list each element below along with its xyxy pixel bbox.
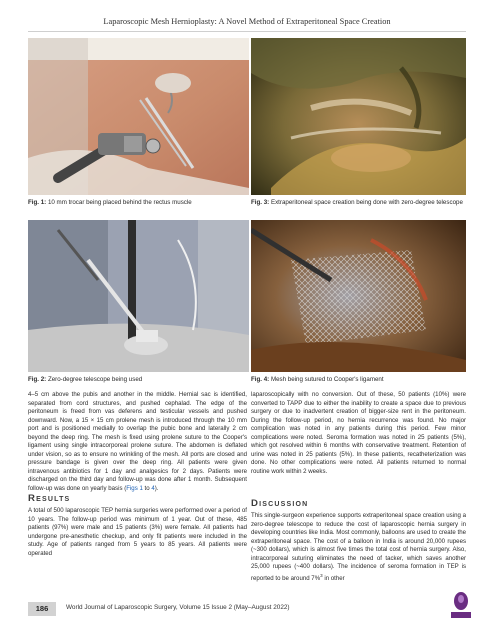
figure-3-label: Fig. 3: xyxy=(251,199,270,206)
figure-3-image xyxy=(251,38,466,195)
publisher-logo xyxy=(450,590,472,620)
figure-2-image xyxy=(28,220,249,372)
results-heading: Results xyxy=(28,493,71,504)
figure-4-caption-text: Mesh being sutured to Cooper's ligament xyxy=(270,376,384,383)
figure-3-caption xyxy=(251,199,466,207)
figure-1-image xyxy=(28,38,249,195)
body-text: ). xyxy=(154,485,159,493)
page-number: 186 xyxy=(28,602,56,616)
body-text: 4–5 cm above the pubis and another in the middle. Hernial sac is identified, separated from cord structures, and pushed cephalad. The edge of the peritoneum is freed from vas deferens and testicular vessels and pushed downward. Now, a 15 × 15 cm prolene mesh is introduced through the 10 mm port and is positioned medially to overlap the pubic bone and laterally 2 cm beyond the deep ring. The mesh is fixed using prolene suture to the Cooper's ligament using single intracorporeal prolene suture. The abdomen is deflated under vision, so as to ensure no wrinkling of the mesh. All ports are closed and pressure bandage is given over the deep ring. All patients were given intravenous antibiotics for 1 day and analgesics for 2 days. Patients were discharged on the third day and follow-up was done after 1 month. Subsequent follow-up was done on yearly basis ( xyxy=(28,391,247,493)
discussion-heading: Discussion xyxy=(251,498,309,509)
figure-reference-link[interactable]: 4 xyxy=(151,485,155,493)
figure-4-label: Fig. 4: xyxy=(251,376,270,383)
body-text: in other xyxy=(322,574,345,582)
citation-superscript: 3 xyxy=(320,572,323,578)
figure-2-label: Fig. 2: xyxy=(28,376,47,383)
figure-1-caption xyxy=(28,199,250,207)
body-text: This single-surgeon experience supports extraperitoneal space creation using a zero-degree telescope to reduce the cost of laparoscopic hernia surgery in developing countries like India. Most commonly, balloons are used to create the extraperitoneal space. The cost of a balloon in India is around 20,000 rupees (~300 dollars), which is almost five times the total cost of hernia surgery. Also, intracorporeal suturing eliminates the need of tacker, which saves another 25,000 rupees (~400 dollars). The incidence of seroma formation in TEP is reported to be around 7% xyxy=(251,512,466,582)
figure-1-caption-text: 10 mm trocar being placed behind the rectus muscle xyxy=(47,199,192,206)
figure-4-image xyxy=(251,220,466,372)
results-paragraph: A total of 500 laparoscopic TEP hernia surgeries were performed over a period of 10 years. The follow-up period was minimum of 1 year. Out of these, 485 patients (97%) were male and 15 patients (3%) were female. All patients had undergone pre-anesthetic checkup, and only fit patients were included in the study. Age of patients ranged from 5 years to 85 years. All patients were operated xyxy=(28,507,247,557)
figure-2-caption-text: Zero-degree telescope being used xyxy=(47,376,143,383)
results-continued-paragraph: laparoscopically with no conversion. Out of these, 50 patients (10%) were converted to TAPP due to either the inability to create a space due to previous surgery or due to inadvertent creation of bigger-size rent in the peritoneum. During the follow-up period, no hernia recurrence was found. No major complication was noted in any patients during this period. Few minor complications were noted. Seroma formation was noted in 25 patients (5%), which got resolved within 6 months with conservative treatment. Retention of urine was noted in 25 patients (5%). In these patients, recatheterization was done. No other complications were noted. All patients returned to normal routine work within 2 weeks. xyxy=(251,391,466,475)
running-title: Laparoscopic Mesh Hernioplasty: A Novel Method of Extraperitoneal Space Creation xyxy=(103,17,391,26)
left-column-paragraph xyxy=(28,391,247,494)
figure-2-caption xyxy=(28,376,250,384)
figure-4-caption xyxy=(251,376,466,384)
figure-reference-link[interactable]: Figs 1 xyxy=(126,485,143,493)
header-rule xyxy=(28,31,466,32)
figure-1-label: Fig. 1: xyxy=(28,199,47,206)
body-text: to xyxy=(142,485,152,493)
journal-name: World Journal of Laparoscopic Surgery, Volume 15 Issue 2 (May–August 2022) xyxy=(66,604,290,611)
figure-3-caption-text: Extraperitoneal space creation being done with zero-degree telescope xyxy=(270,199,463,206)
discussion-paragraph xyxy=(251,512,466,583)
